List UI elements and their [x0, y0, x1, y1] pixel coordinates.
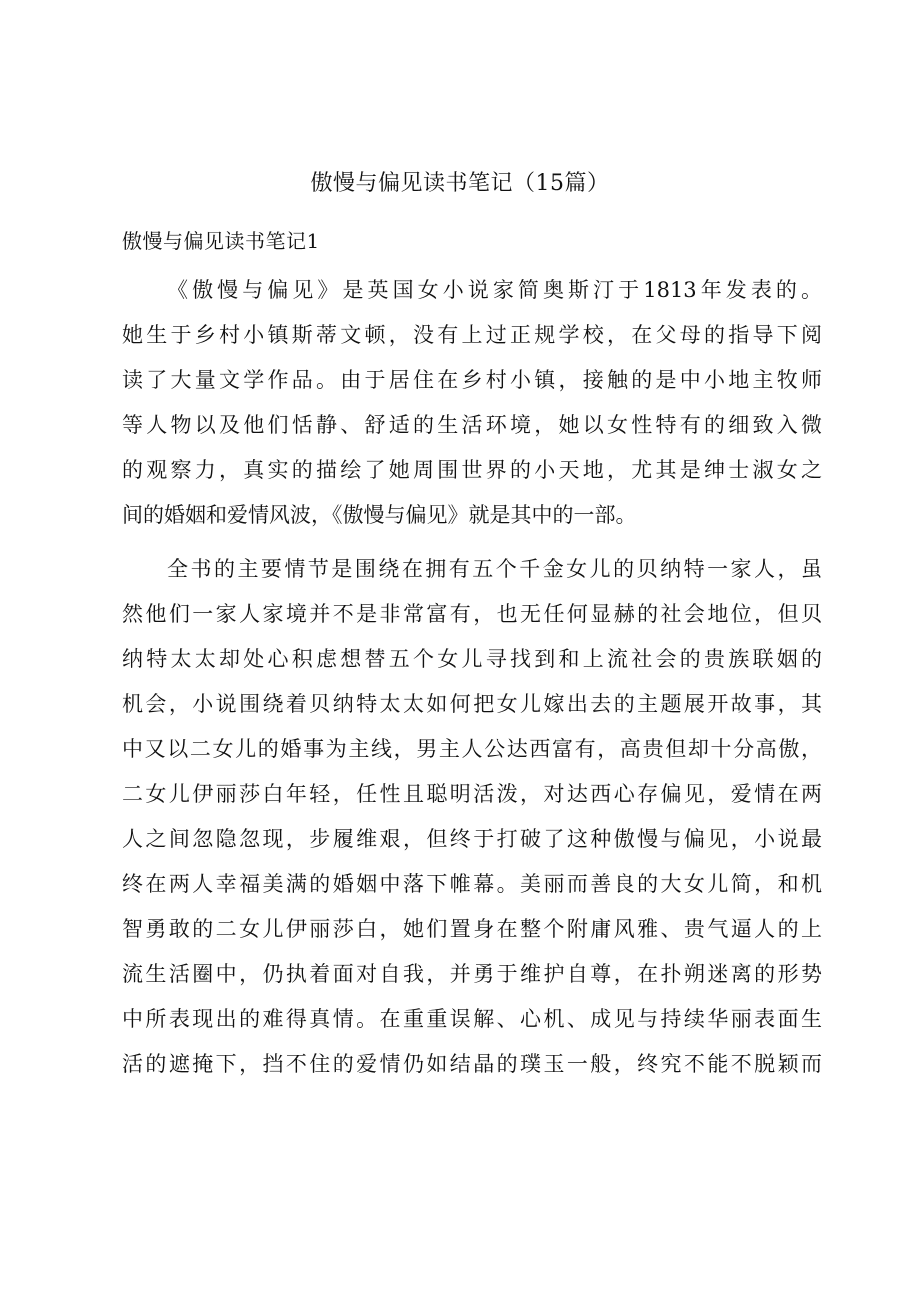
- paragraph: [122, 547, 822, 1087]
- text-line: 流生活圈中，仍执着面对自我，并勇于维护自尊，在扑朔迷离的形势: [122, 962, 822, 986]
- text-line: 全书的主要情节是围绕在拥有五个千金女儿的贝纳特一家人，虽: [167, 557, 822, 581]
- text-line: 中所表现出的难得真情。在重重误解、心机、成见与持续华丽表面生: [122, 1007, 822, 1031]
- section-heading: 傲慢与偏见读书笔记1: [122, 229, 320, 253]
- text-line: 人之间忽隐忽现，步履维艰，但终于打破了这种傲慢与偏见，小说最: [122, 827, 822, 851]
- paragraph-spacer: [122, 538, 822, 547]
- text-line: 的观察力，真实的描绘了她周围世界的小天地，尤其是绅士淑女之: [122, 458, 822, 482]
- text-line: 活的遮掩下，挡不住的爱情仍如结晶的璞玉一般，终究不能不脱颖而: [122, 1052, 822, 1076]
- text-line: 终在两人幸福美满的婚姻中落下帷幕。美丽而善良的大女儿简，和机: [122, 872, 822, 896]
- document-title: 傲慢与偏见读书笔记（15篇）: [310, 171, 610, 196]
- text-line: 智勇敢的二女儿伊丽莎白，她们置身在整个附庸风雅、贵气逼人的上: [122, 917, 822, 941]
- text-line: 然他们一家人家境并不是非常富有，也无任何显赫的社会地位，但贝: [122, 602, 822, 626]
- text-line: 她生于乡村小镇斯蒂文顿，没有上过正规学校，在父母的指导下阅: [122, 323, 822, 347]
- text-line: 等人物以及他们恬静、舒适的生活环境，她以女性特有的细致入微: [122, 413, 822, 437]
- body-text: [122, 268, 822, 1087]
- paragraph: [122, 268, 822, 538]
- text-line: 《傲慢与偏见》是英国女小说家简奥斯汀于1813年发表的。: [167, 278, 822, 302]
- text-line: 二女儿伊丽莎白年轻，任性且聪明活泼，对达西心存偏见，爱情在两: [122, 782, 822, 806]
- text-line: 纳特太太却处心积虑想替五个女儿寻找到和上流社会的贵族联姻的: [122, 647, 822, 671]
- text-line: 中又以二女儿的婚事为主线，男主人公达西富有，高贵但却十分高傲，: [122, 737, 822, 761]
- text-line: 间的婚姻和爱情风波，《傲慢与偏见》就是其中的一部。: [122, 503, 637, 527]
- text-line: 机会，小说围绕着贝纳特太太如何把女儿嫁出去的主题展开故事，其: [122, 692, 822, 716]
- text-line: 读了大量文学作品。由于居住在乡村小镇，接触的是中小地主牧师: [122, 368, 822, 392]
